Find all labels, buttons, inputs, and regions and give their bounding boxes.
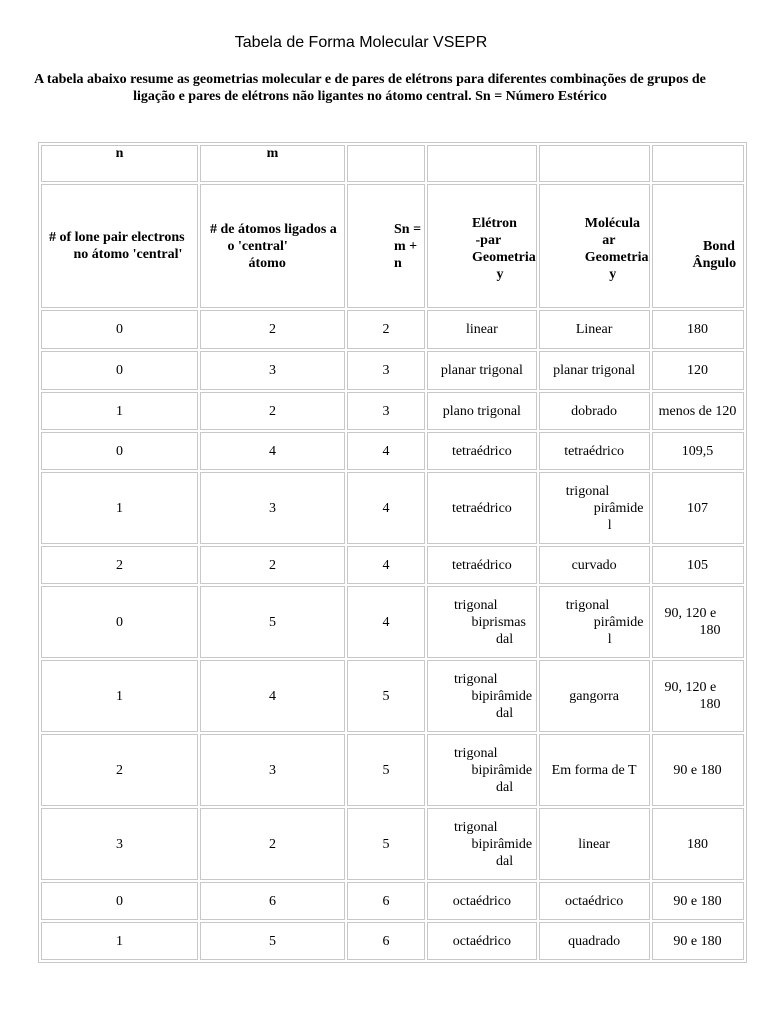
- cell-lone-pairs: 3: [41, 808, 198, 880]
- cell-bonded-atoms: 2: [200, 310, 345, 349]
- cell-bonded-atoms: 5: [200, 586, 345, 658]
- cell-bond-angle: 109,5: [652, 432, 744, 470]
- cell-electron-geometry: tetraédrico: [427, 432, 537, 470]
- cell-lone-pairs: 0: [41, 586, 198, 658]
- cell-steric-number: 6: [347, 882, 425, 920]
- header-bonded-atoms: # de átomos ligados a o 'central' átomo: [200, 184, 345, 308]
- header-steric-number: Sn = m + n: [347, 184, 425, 308]
- cell-lone-pairs: 0: [41, 310, 198, 349]
- cell-bond-angle: 180: [652, 310, 744, 349]
- cell-bonded-atoms: 5: [200, 922, 345, 960]
- cell-steric-number: 4: [347, 586, 425, 658]
- cell-electron-geometry: plano trigonal: [427, 392, 537, 430]
- cell-molecular-geometry: gangorra: [539, 660, 650, 732]
- cell-electron-geometry: planar trigonal: [427, 351, 537, 390]
- header-electron-geometry: Elétron -par Geometria y: [427, 184, 537, 308]
- cell-electron-geometry: trigonal bipirâmide dal: [427, 660, 537, 732]
- header-empty-cell: [347, 145, 425, 182]
- cell-bonded-atoms: 2: [200, 546, 345, 584]
- cell-lone-pairs: 2: [41, 546, 198, 584]
- cell-bonded-atoms: 4: [200, 660, 345, 732]
- table-row: [41, 882, 744, 920]
- cell-bond-angle: 120: [652, 351, 744, 390]
- cell-bond-angle: 180: [652, 808, 744, 880]
- cell-bond-angle: 90 e 180: [652, 734, 744, 806]
- intro-paragraph: A tabela abaixo resume as geometrias molecular e de pares de elétrons para diferentes combinações de grupos de ligação e pares de elétrons não ligantes no átomo central. Sn = Número Estérico: [34, 72, 706, 104]
- header-empty-cell: [652, 145, 744, 182]
- vsepr-table: [38, 142, 747, 963]
- cell-molecular-geometry: trigonal pirâmide l: [539, 472, 650, 544]
- cell-lone-pairs: 0: [41, 432, 198, 470]
- table-row: [41, 808, 744, 880]
- cell-bonded-atoms: 4: [200, 432, 345, 470]
- cell-steric-number: 4: [347, 432, 425, 470]
- cell-lone-pairs: 2: [41, 734, 198, 806]
- header-bond-angle: Bond Ângulo: [652, 184, 744, 308]
- cell-bond-angle: 107: [652, 472, 744, 544]
- cell-molecular-geometry: octaédrico: [539, 882, 650, 920]
- cell-bonded-atoms: 2: [200, 392, 345, 430]
- cell-lone-pairs: 1: [41, 660, 198, 732]
- cell-bonded-atoms: 3: [200, 351, 345, 390]
- cell-molecular-geometry: curvado: [539, 546, 650, 584]
- header-n: n: [41, 145, 198, 182]
- cell-lone-pairs: 1: [41, 392, 198, 430]
- cell-steric-number: 3: [347, 392, 425, 430]
- cell-steric-number: 5: [347, 808, 425, 880]
- cell-electron-geometry: linear: [427, 310, 537, 349]
- table-row: [41, 734, 744, 806]
- cell-steric-number: 4: [347, 546, 425, 584]
- cell-molecular-geometry: linear: [539, 808, 650, 880]
- cell-electron-geometry: trigonal bipirâmide dal: [427, 808, 537, 880]
- header-row-symbols: [41, 145, 744, 182]
- cell-bond-angle: 90 e 180: [652, 922, 744, 960]
- header-lone-pairs: # of lone pair electrons no átomo 'central': [41, 184, 198, 308]
- cell-molecular-geometry: tetraédrico: [539, 432, 650, 470]
- header-molecular-geometry: Molécula ar Geometria y: [539, 184, 650, 308]
- cell-electron-geometry: octaédrico: [427, 882, 537, 920]
- header-m: m: [200, 145, 345, 182]
- table-row: [41, 922, 744, 960]
- cell-electron-geometry: trigonal biprismas dal: [427, 586, 537, 658]
- table-row: [41, 546, 744, 584]
- table-row: [41, 586, 744, 658]
- cell-molecular-geometry: Linear: [539, 310, 650, 349]
- cell-bonded-atoms: 3: [200, 472, 345, 544]
- cell-steric-number: 5: [347, 660, 425, 732]
- cell-bonded-atoms: 3: [200, 734, 345, 806]
- cell-lone-pairs: 1: [41, 472, 198, 544]
- cell-electron-geometry: trigonal bipirâmide dal: [427, 734, 537, 806]
- cell-molecular-geometry: Em forma de T: [539, 734, 650, 806]
- cell-steric-number: 3: [347, 351, 425, 390]
- table-row: [41, 310, 744, 349]
- cell-molecular-geometry: trigonal pirâmide l: [539, 586, 650, 658]
- cell-bond-angle: 90, 120 e 180: [652, 586, 744, 658]
- cell-steric-number: 2: [347, 310, 425, 349]
- cell-bond-angle: 105: [652, 546, 744, 584]
- cell-bonded-atoms: 6: [200, 882, 345, 920]
- header-empty-cell: [427, 145, 537, 182]
- cell-molecular-geometry: dobrado: [539, 392, 650, 430]
- cell-bond-angle: menos de 120: [652, 392, 744, 430]
- header-row-labels: [41, 184, 744, 308]
- table-row: [41, 392, 744, 430]
- cell-electron-geometry: tetraédrico: [427, 546, 537, 584]
- cell-steric-number: 5: [347, 734, 425, 806]
- cell-bond-angle: 90 e 180: [652, 882, 744, 920]
- table-row: [41, 351, 744, 390]
- cell-steric-number: 4: [347, 472, 425, 544]
- cell-electron-geometry: tetraédrico: [427, 472, 537, 544]
- table-row: [41, 660, 744, 732]
- cell-molecular-geometry: quadrado: [539, 922, 650, 960]
- cell-electron-geometry: octaédrico: [427, 922, 537, 960]
- cell-lone-pairs: 1: [41, 922, 198, 960]
- cell-lone-pairs: 0: [41, 351, 198, 390]
- cell-steric-number: 6: [347, 922, 425, 960]
- cell-molecular-geometry: planar trigonal: [539, 351, 650, 390]
- cell-bond-angle: 90, 120 e 180: [652, 660, 744, 732]
- cell-lone-pairs: 0: [41, 882, 198, 920]
- cell-bonded-atoms: 2: [200, 808, 345, 880]
- page-title: Tabela de Forma Molecular VSEPR: [234, 34, 488, 51]
- header-empty-cell: [539, 145, 650, 182]
- table-row: [41, 472, 744, 544]
- table-row: [41, 432, 744, 470]
